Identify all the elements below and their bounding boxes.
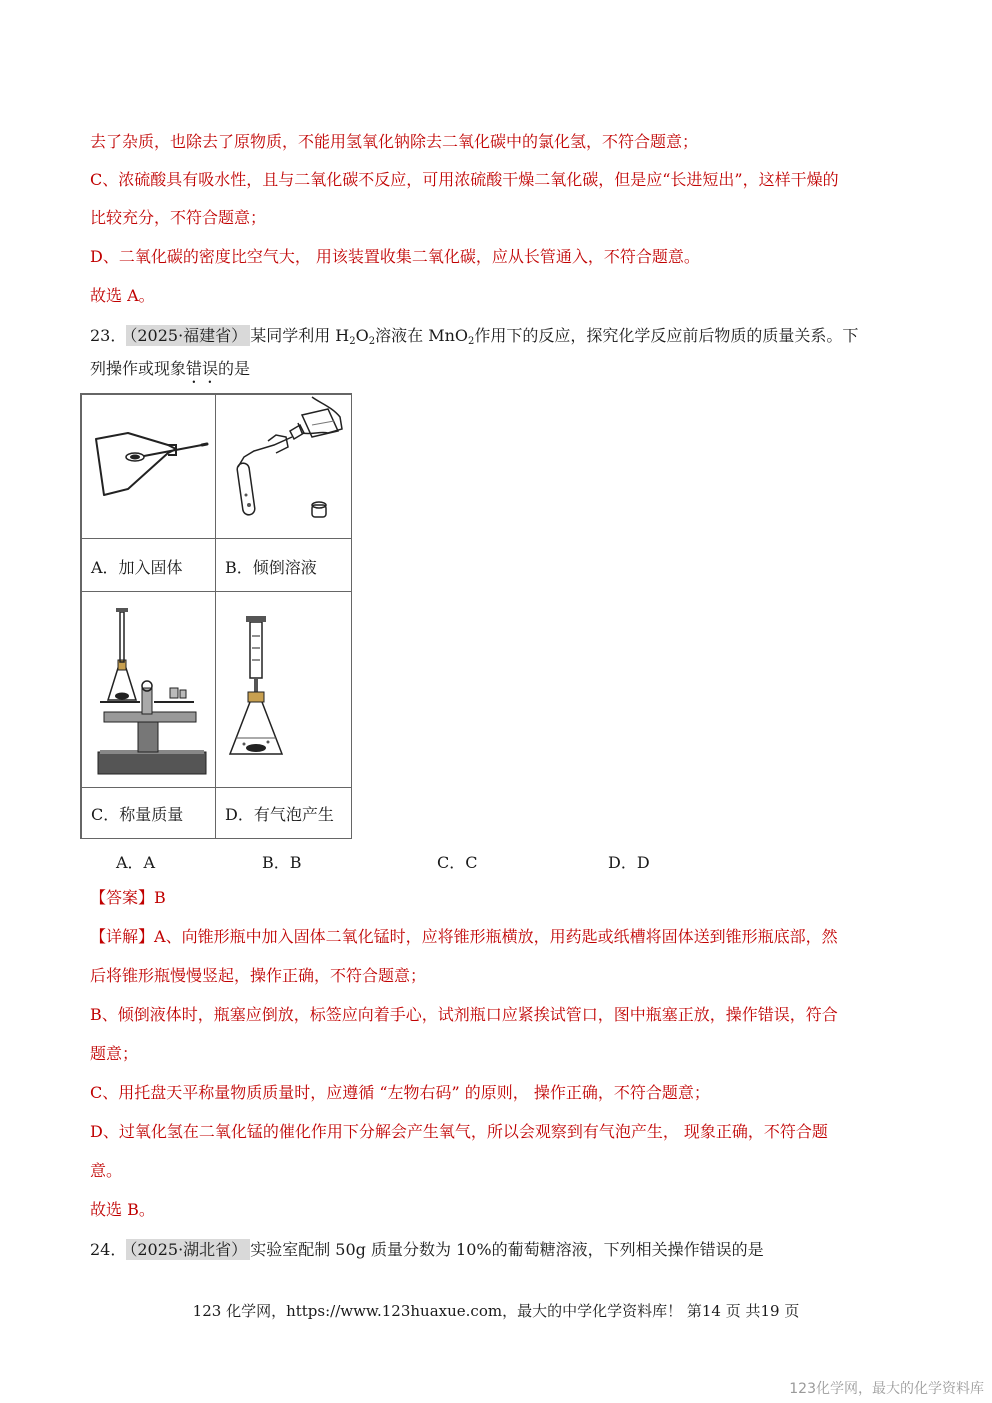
question-number: 23． [90,326,127,345]
question-23-stem: 23． （2025·福建省） 某同学利用 $H_2O_2$溶液在 MnO$_2$作用下的反应，探究化学反应前后物质的质量关系。下 [90,326,859,347]
source-tag: （2025·湖北省） [126,1239,250,1260]
answer-text: 【答案】B [90,888,166,907]
detail-line: B、倾倒液体时，瓶塞应倒放，标签应向着手心，试剂瓶口应紧挨试管口，图中瓶塞正放，操作错误，符合 [90,1005,838,1024]
watermark-text: 123化学网，最大的化学资料库 [789,1381,984,1397]
option-b[interactable]: B．B [262,853,302,872]
detail-line: 意。 [90,1161,123,1180]
figure-d-caption-cell [215,787,352,839]
figure-a-caption-cell [81,538,216,592]
figure-c-image [81,591,216,788]
detail-label: 【详解】 [90,927,155,946]
source-tag: （2025·福建省） [126,325,250,346]
figure-d-image [215,591,352,788]
explanation-line: 去了杂质，也除去了原物质，不能用氢氧化钠除去二氧化碳中的氯化氢，不符合题意； [90,132,699,151]
figure-caption: D．有气泡产生 [225,805,334,824]
figure-a-image [81,394,216,539]
balance-scale-illustration [82,592,217,789]
conclusion-text: 故选 A。 [90,286,155,305]
flask-spatula-illustration [82,395,217,540]
question-number: 24． [90,1240,127,1259]
option-c[interactable]: C．C [437,853,478,872]
conclusion-text: 故选 B。 [90,1200,155,1219]
explanation-line: C、浓硫酸具有吸水性，且与二氧化碳不反应，可用浓硫酸干燥二氧化碳，但是应“长进短出”，这样干燥的 [90,170,839,189]
question-23-stem-line2: 列操作或现象错误的是 [90,359,251,378]
option-d[interactable]: D．D [608,853,650,872]
figure-caption: B．倾倒溶液 [225,558,317,577]
figure-table [80,393,352,839]
figure-b-caption-cell [215,538,352,592]
question-24-stem: 24． （2025·湖北省） 实验室配制 50g 质量分数为 10%的葡萄糖溶液，下列相关操作错误的是 [90,1240,764,1259]
option-a[interactable]: A．A [116,853,156,872]
figure-c-caption-cell [81,787,216,839]
figure-caption: A．加入固体 [91,558,183,577]
detail-line: 后将锥形瓶慢慢竖起，操作正确，不符合题意； [90,966,427,985]
emphasis-text: 错误 [186,359,219,378]
detail-line: D、过氧化氢在二氧化锰的催化作用下分解会产生氧气，所以会观察到有气泡产生， 现象正确，不符合题 [90,1122,828,1141]
pouring-liquid-illustration [216,395,353,540]
explanation-line: 比较充分，不符合题意； [90,208,267,227]
figure-b-image [215,394,352,539]
explanation-line: D、二氧化碳的密度比空气大， 用该装置收集二氧化碳，应从长管通入，不符合题意。 [90,247,700,266]
detail-line: 【详解】A、向锥形瓶中加入固体二氧化锰时，应将锥形瓶横放，用药匙或纸槽将固体送到锥形瓶底部，然 [90,927,838,946]
figure-caption: C．称量质量 [91,805,184,824]
flask-syringe-illustration [216,592,353,789]
detail-line: 题意； [90,1044,139,1063]
detail-line: C、用托盘天平称量物质质量时，应遵循 “左物右码” 的原则， 操作正确，不符合题意； [90,1083,710,1102]
page-footer: 123 化学网，https://www.123huaxue.com，最大的中学化学资料库！ 第14 页 共19 页 [192,1302,800,1320]
